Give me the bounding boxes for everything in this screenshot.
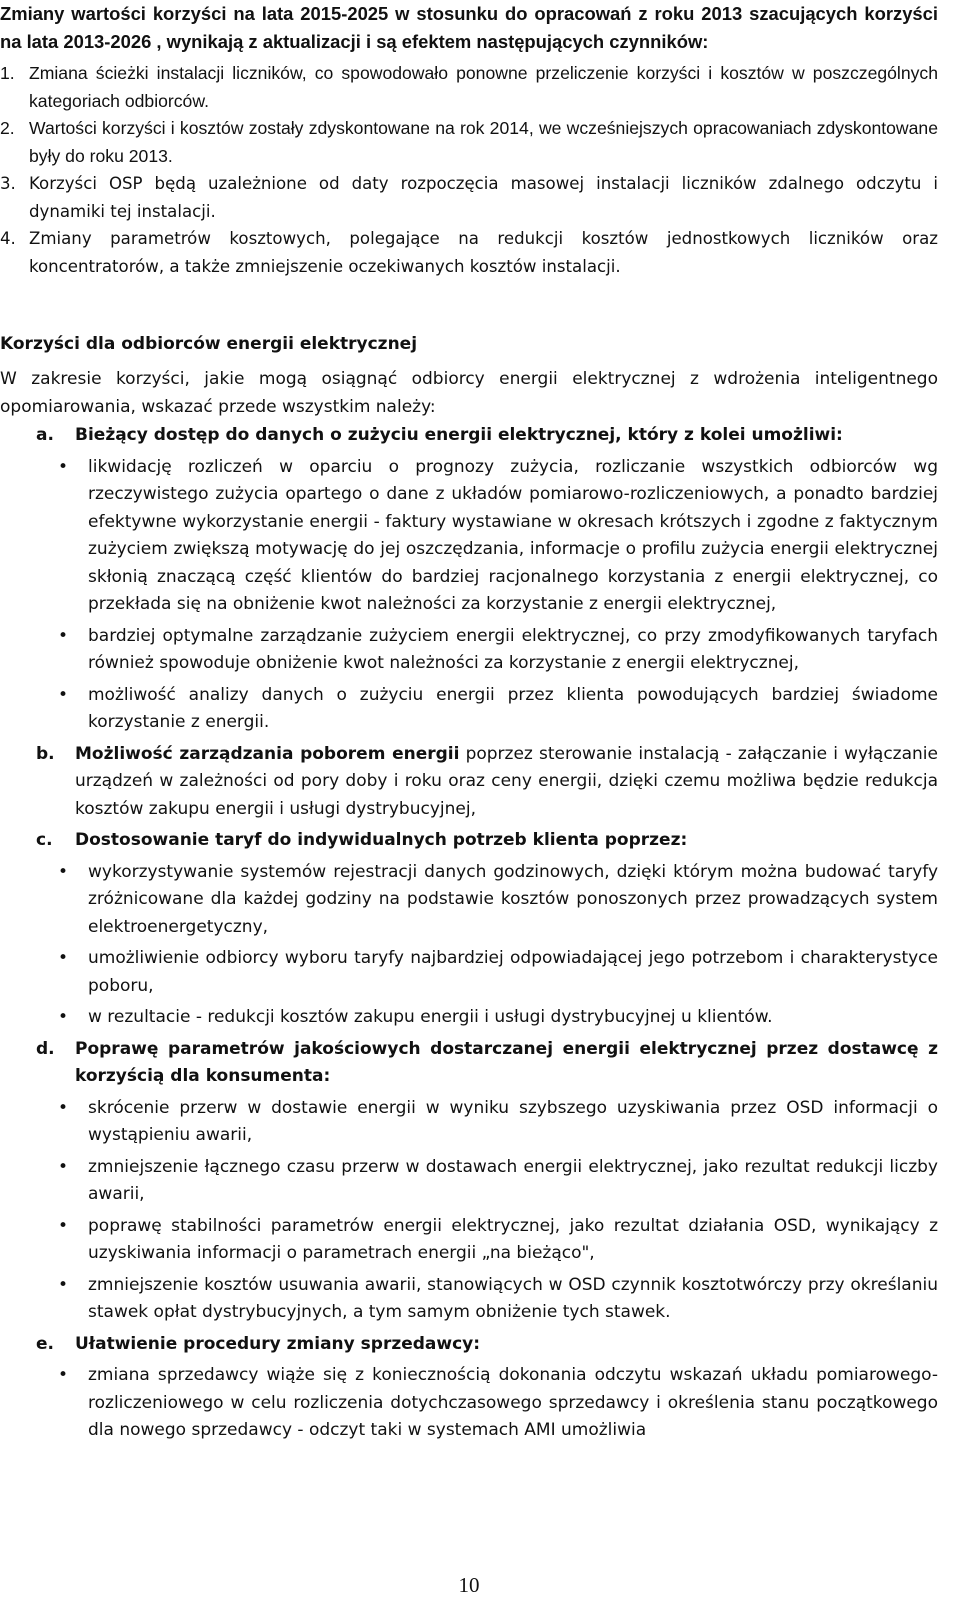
factor-text: Korzyści OSP będą uzależnione od daty rozpoczęcia masowej instalacji liczników zdalnego odczytu i dynamiki tej instalacji. [29, 174, 938, 221]
list-item: • poprawę stabilności parametrów energii elektrycznej, jako rezultat działania OSD, wynikający z uzyskiwania informacji o parametrach energii „na bieżąco", [0, 1213, 938, 1268]
bullet-icon: • [58, 1215, 69, 1236]
benefit-d-bullets [0, 1095, 938, 1327]
list-item: • zmiana sprzedawcy wiąże się z koniecznością dokonania odczytu wskazań układu pomiarowego-rozliczeniowego w celu rozliczenia dotychczasowego sprzedawcy i określenia stanu początkowego dla nowego sprzedawcy - odczyt taki w systemach AMI umożliwia [0, 1362, 938, 1445]
bullet-icon: • [58, 684, 69, 705]
bullet-icon: • [58, 625, 69, 646]
benefit-c-bullets [0, 859, 938, 1032]
factor-item: 1. Zmiana ścieżki instalacji liczników, co spowodowało ponowne przeliczenie korzyści i kosztów w poszczególnych kategoriach odbiorców. [0, 63, 938, 111]
benefits-list [0, 422, 938, 1449]
benefit-a-bullets [0, 454, 938, 737]
factor-text: Zmiana ścieżki instalacji liczników, co spowodowało ponowne przeliczenie korzyści i kosztów w poszczególnych kategoriach odbiorców. [29, 63, 938, 111]
factor-text: Wartości korzyści i kosztów zostały zdyskontowane na rok 2014, we wcześniejszych opracowaniach zdyskontowane były do roku 2013. [29, 118, 938, 166]
bullet-icon: • [58, 1007, 69, 1027]
benefit-b: b. Możliwość zarządzania poborem energii poprzez sterowanie instalacją - załączanie i wyłączanie urządzeń w zależności od pory doby i roku oraz ceny energii, dzięki czemu możliwa będzie redukcja kosztów zakupu energii i usługi dystrybucyjnej, [36, 743, 938, 819]
factor-item: 3. Korzyści OSP będą uzależnione od daty rozpoczęcia masowej instalacji liczników zdalnego odczytu i dynamiki tej instalacji. [0, 174, 938, 221]
list-item: • możliwość analizy danych o zużyciu energii przez klienta powodujących bardziej świadome korzystanie z energii. [0, 682, 938, 737]
page-number: 10 [458, 1573, 480, 1597]
benefit-e-bullets [0, 1362, 938, 1445]
bullet-icon: • [58, 456, 69, 477]
bullet-icon: • [58, 948, 69, 968]
list-item: • bardziej optymalne zarządzanie zużyciem energii elektrycznej, co przy zmodyfikowanych taryfach również spowoduje obniżenie kwot należności za korzystanie z energii elektrycznej, [0, 623, 938, 678]
benefit-e: e. Ułatwienie procedury zmiany sprzedawcy: • zmiana sprzedawcy wiąże się z koniecznością dokonania odczytu wskazań układu pomiarowego-rozliczeniowego w celu rozliczenia dotychczasowego sprzedawcy i określenia stanu początkowego dla nowego sprzedawcy - odczyt taki w systemach AMI umożliwia [0, 1331, 938, 1445]
bullet-icon: • [58, 1097, 69, 1118]
factor-text: Zmiany parametrów kosztowych, polegające na redukcji kosztów jednostkowych liczników oraz koncentratorów, a także zmniejszenie oczekiwanych kosztów instalacji. [29, 229, 938, 276]
benefit-c: c. Dostosowanie taryf do indywidualnych potrzeb klienta poprzez: • wykorzystywanie systemów rejestracji danych godzinowych, dzięki którym można budować taryfy zróżnicowane dla każdej godziny na podstawie kosztów ponoszonych przez prowadzących system elektroenergetyczny, • umożliwienie odbiorcy wyboru taryfy najbardziej odpowiadającej jego potrzebom i charakterystyce poboru, • w rezultacie - redukcji kosztów zakupu energii i usługi dystrybucyjnej u klientów. [0, 827, 938, 1032]
benefit-heading: Poprawę parametrów jakościowych dostarczanej energii elektrycznej przez dostawcę z korzyścią dla konsumenta: [75, 1038, 938, 1086]
list-item: • wykorzystywanie systemów rejestracji danych godzinowych, dzięki którym można budować taryfy zróżnicowane dla każdej godziny na podstawie kosztów ponoszonych przez prowadzących system elektroenergetyczny, [0, 859, 938, 942]
intro-paragraph: Zmiany wartości korzyści na lata 2015-2025 w stosunku do opracowań z roku 2013 szacujących korzyści na lata 2013-2026 , wynikają z aktualizacji i są efektem następujących czynników: [0, 3, 938, 52]
section-intro: W zakresie korzyści, jakie mogą osiągnąć odbiorcy energii elektrycznej z wdrożenia inteligentnego opomiarowania, wskazać przede wszystkim należy: [0, 369, 938, 417]
list-item: • likwidację rozliczeń w oparciu o prognozy zużycia, rozliczanie wszystkich odbiorców wg rzeczywistego zużycia opartego o dane z układów pomiarowo-rozliczeniowych, a ponadto bardziej efektywne wykorzystanie energii - faktury wystawiane w okresach krótszych i zgodne z faktycznym zużyciem zwiększą motywację do jej oszczędzania, informacje o profilu zużycia energii elektrycznej skłonią znaczącą część klientów do bardziej racjonalnego korzystania z energii elektrycznej, co przekłada się na obniżenie kwot należności za korzystanie z energii elektrycznej, [0, 454, 938, 619]
factor-item: 2. Wartości korzyści i kosztów zostały zdyskontowane na rok 2014, we wcześniejszych opracowaniach zdyskontowane były do roku 2013. [0, 118, 938, 166]
list-item: • w rezultacie - redukcji kosztów zakupu energii i usługi dystrybucyjnej u klientów. [0, 1004, 938, 1032]
factor-item: 4. Zmiany parametrów kosztowych, polegające na redukcji kosztów jednostkowych liczników oraz koncentratorów, a także zmniejszenie oczekiwanych kosztów instalacji. [0, 229, 938, 276]
bullet-icon: • [58, 1156, 69, 1177]
list-item: • umożliwienie odbiorcy wyboru taryfy najbardziej odpowiadającej jego potrzebom i charakterystyce poboru, [0, 945, 938, 1000]
benefit-heading: Możliwość zarządzania poborem energii [75, 743, 460, 764]
bullet-icon: • [58, 1274, 69, 1295]
bullet-icon: • [58, 861, 69, 882]
benefit-heading: Ułatwienie procedury zmiany sprzedawcy: [75, 1333, 481, 1354]
benefit-a: a. Bieżący dostęp do danych o zużyciu energii elektrycznej, który z kolei umożliwi: • likwidację rozliczeń w oparciu o prognozy zużycia, rozliczanie wszystkich odbiorców wg rzeczywistego zużycia opartego o dane z układów pomiarowo-rozliczeniowych, a ponadto bardziej efektywne wykorzystanie energii - faktury wystawiane w okresach krótszych i zgodne z faktycznym zużyciem zwiększą motywację do jej oszczędzania, informacje o profilu zużycia energii elektrycznej skłonią znaczącą część klientów do bardziej racjonalnego korzystania z energii elektrycznej, co przekłada się na obniżenie kwot należności za korzystanie z energii elektrycznej, • bardziej optymalne zarządzanie zużyciem energii elektrycznej, co przy zmodyfikowanych taryfach również spowoduje obniżenie kwot należności za korzystanie z energii elektrycznej, • możliwość analizy danych o zużyciu energii przez klienta powodujących bardziej świadome korzystanie z energii. [0, 422, 938, 737]
section-title: Korzyści dla odbiorców energii elektrycznej [0, 334, 418, 354]
list-item: • zmniejszenie łącznego czasu przerw w dostawach energii elektrycznej, jako rezultat redukcji liczby awarii, [0, 1154, 938, 1209]
list-item: • skrócenie przerw w dostawie energii w wyniku szybszego uzyskiwania przez OSD informacji o wystąpieniu awarii, [0, 1095, 938, 1150]
benefit-d: d. Poprawę parametrów jakościowych dostarczanej energii elektrycznej przez dostawcę z korzyścią dla konsumenta: • skrócenie przerw w dostawie energii w wyniku szybszego uzyskiwania przez OSD informacji o wystąpieniu awarii, • zmniejszenie łącznego czasu przerw w dostawach energii elektrycznej, jako rezultat redukcji liczby awarii, • poprawę stabilności parametrów energii elektrycznej, jako rezultat działania OSD, wynikający z uzyskiwania informacji o parametrach energii „na bieżąco", • zmniejszenie kosztów usuwania awarii, stanowiących w OSD czynnik kosztotwórczy przy określaniu stawek opłat dystrybucyjnych, a tym samym obniżenie tych stawek. [0, 1036, 938, 1327]
list-item: • zmniejszenie kosztów usuwania awarii, stanowiących w OSD czynnik kosztotwórczy przy określaniu stawek opłat dystrybucyjnych, a tym samym obniżenie tych stawek. [0, 1272, 938, 1327]
factors-list [0, 60, 938, 280]
benefit-heading: Dostosowanie taryf do indywidualnych potrzeb klienta poprzez: [75, 830, 688, 850]
bullet-icon: • [58, 1365, 69, 1385]
benefit-heading: Bieżący dostęp do danych o zużyciu energii elektrycznej, który z kolei umożliwi: [75, 425, 843, 445]
